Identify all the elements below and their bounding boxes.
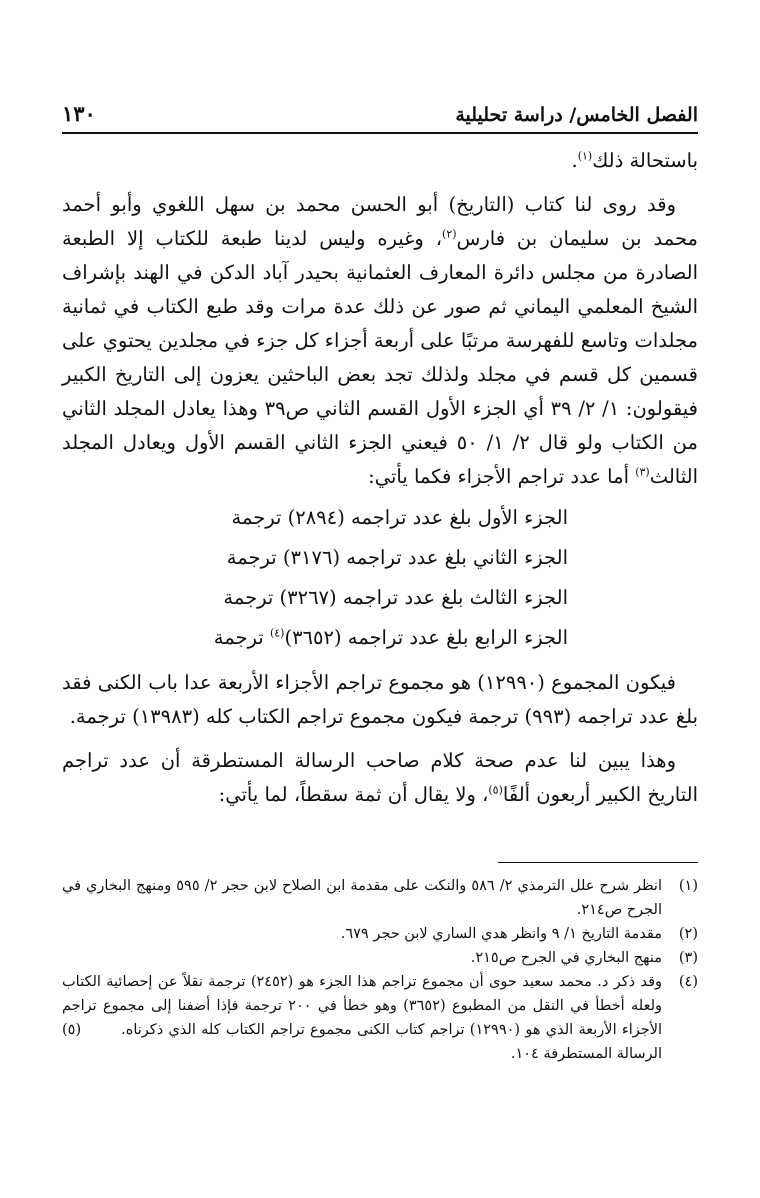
footnote-ref-5: (٥) (488, 783, 503, 797)
main-text (62, 144, 698, 812)
footnote-text: وقد ذكر د. محمد سعيد حوى أن مجموع تراجم هذا الجزء هو (٢٤٥٢) ترجمة نقلاً عن إحصائية الكتاب ولعله أخطأ في النقل من المطبوع (٣٦٥٢) وهو خطأ في ٢٠٠ ترجمة فإذا أضفنا إلى مجموع تراجم الأجزاء الأربعة الذي هو (١٢٩٩٠) تراجم كتاب الكنى مجموع تراجم الكتاب كله الذي ذكرناه.(٥) الرسالة المستطرفة ١٠٤. (62, 974, 662, 1062)
footnote-item (62, 922, 698, 946)
footnote-ref-1: (١) (577, 149, 593, 163)
footnote-item (62, 970, 698, 1066)
footnote-number: (١) (678, 878, 698, 894)
footnote-ref-2: (٢) (442, 227, 457, 241)
footnote-5-text: الرسالة المستطرفة ١٠٤. (510, 1046, 662, 1062)
footnote-item (62, 946, 698, 970)
footnote-number: (٢) (678, 926, 698, 942)
footnote-ref-3: (٣) (635, 465, 650, 479)
footnote-item (62, 874, 698, 922)
volume-count-item: الجزء الثاني بلغ عدد تراجمه (٣١٧٦) ترجمة (226, 546, 568, 569)
volume-counts-list (62, 498, 698, 658)
footnote-number: (٣) (678, 950, 698, 966)
footnote-number: (٤) (678, 974, 698, 990)
footnote-5-number: (٥) (62, 1022, 82, 1038)
paragraph-3: فيكون المجموع (١٢٩٩٠) هو مجموع تراجم الأجزاء الأربعة عدا باب الكنى فقد بلغ عدد تراجمه (٩٩٣) ترجمة فيكون مجموع تراجم الكتاب كله (١٣٩٨٣) ترجمة. (62, 671, 698, 728)
footnote-text: انظر شرح علل الترمذي ٢/ ٥٨٦ والنكت على مقدمة ابن الصلاح لابن حجر ٢/ ٥٩٥ ومنهج البخاري في الجرح ص٢١٤. (62, 878, 662, 918)
running-title: الفصل الخامس/ دراسة تحليلية (455, 104, 698, 126)
page-header (62, 88, 698, 134)
volume-count-item: الجزء الرابع بلغ عدد تراجمه (٣٦٥٢)$^{(٤)}$ ترجمة (213, 626, 568, 649)
footnote-text: منهج البخاري في الجرح ص٢١٥. (470, 950, 662, 966)
footnote-ref-4: (٤) (269, 626, 285, 640)
paragraph-2: وقد روى لنا كتاب (التاريخ) أبو الحسن محمد بن سهل اللغوي وأبو أحمد محمد بن سليمان بن فارس$^{(٢)}$، وغيره وليس لدينا طبعة للكتاب إلا الطبعة الصادرة من مجلس دائرة المعارف العثمانية بحيدر آباد الدكن في الهند بإشراف الشيخ المعلمي اليماني ثم صور عن ذلك عدة مرات وقد طبع الكتاب في ثمانية مجلدات وتاسع للفهرسة مرتبًا على أربعة أجزاء كل جزء في مجلدين يحتوي على قسمين كل قسم في مجلد ولذلك تجد بعض الباحثين يعزون إلى التاريخ الكبير فيقولون: ١/ ٢/ ٣٩ أي الجزء الأول القسم الثاني ص٣٩ وهذا يعادل المجلد الثاني من الكتاب ولو قال ٢/ ١/ ٥٠ فيعني الجزء الثاني القسم الأول ويعادل المجلد الثالث$^{(٣)}$ أما عدد تراجم الأجزاء فكما يأتي: (62, 193, 698, 488)
paragraph-1: باستحالة ذلك$^{(١)}$. (571, 149, 698, 172)
footnote-divider (498, 862, 698, 863)
page-number: ١٣٠ (62, 101, 96, 126)
paragraph-4: وهذا يبين لنا عدم صحة كلام صاحب الرسالة المستطرقة أن عدد تراجم التاريخ الكبير أربعون ألفًا$^{(٥)}$، ولا يقال أن ثمة سقطاً، لما يأتي: (62, 749, 698, 806)
volume-count-item: الجزء الأول بلغ عدد تراجمه (٢٨٩٤) ترجمة (231, 506, 568, 529)
footnote-text: مقدمة التاريخ ١/ ٩ وانظر هدي الساري لابن حجر ٦٧٩. (340, 926, 662, 942)
volume-count-item: الجزء الثالث بلغ عدد تراجمه (٣٢٦٧) ترجمة (223, 586, 568, 609)
footnotes (62, 874, 698, 1066)
